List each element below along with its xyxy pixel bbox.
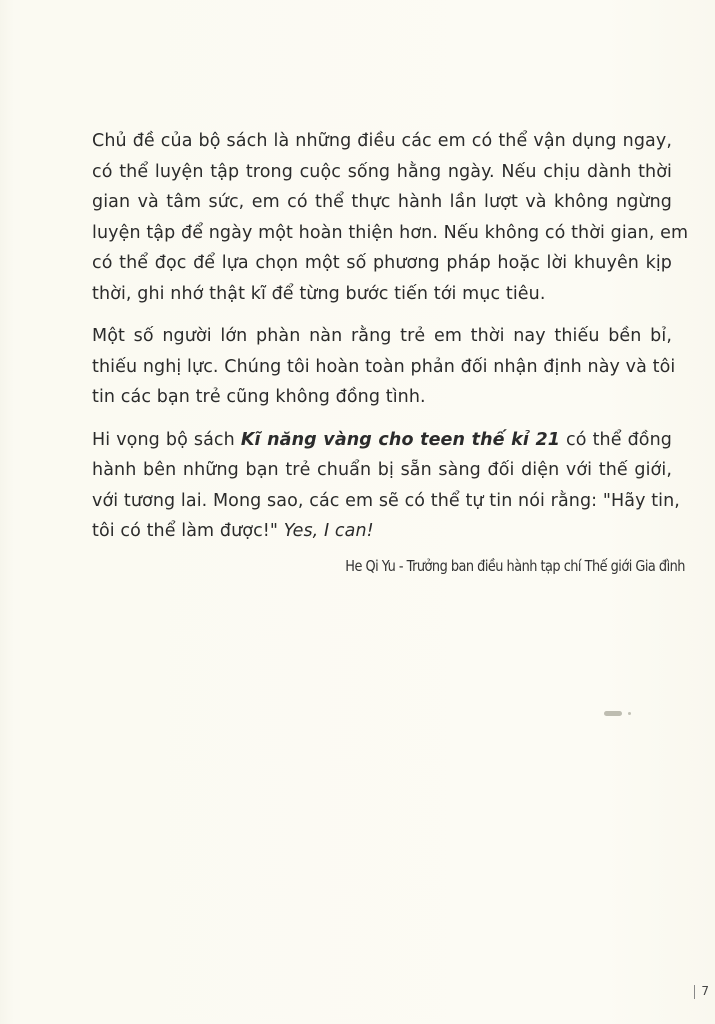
text-line xyxy=(82,425,672,456)
text-fragment: có thể đồng xyxy=(560,429,672,450)
ink-dot xyxy=(628,712,631,715)
text-line: thời, ghi nhớ thật kĩ để từng bước tiến tới mục tiêu. xyxy=(92,283,546,304)
text-line: Chủ đề của bộ sách là những điều các em có thể vận dụng ngay, xyxy=(92,131,672,151)
text-line: thiếu nghị lực. Chúng tôi hoàn toàn phản đối nhận định này và tôi xyxy=(92,356,676,377)
paragraph-1 xyxy=(82,126,689,309)
text-line xyxy=(82,516,672,547)
text-fragment: Hi vọng bộ sách xyxy=(92,429,241,450)
text-line: có thể đọc để lựa chọn một số phương pháp hoặc lời khuyên kịp xyxy=(92,253,672,273)
paragraph-2 xyxy=(82,321,676,413)
page-number-divider xyxy=(694,985,695,999)
book-title: Kĩ năng vàng cho teen thế kỉ 21 xyxy=(240,429,561,450)
paragraph-3 xyxy=(82,425,680,547)
author-signature: He Qi Yu - Trưởng ban điều hành tạp chí Thế giới Gia đình xyxy=(345,557,685,575)
text-line: luyện tập để ngày một hoàn thiện hơn. Nếu không có thời gian, em xyxy=(92,222,689,243)
italic-phrase: Yes, I can! xyxy=(283,521,374,541)
text-line: hành bên những bạn trẻ chuẩn bị sẵn sàng đối diện với thế giới, xyxy=(92,460,672,480)
text-line: gian và tâm sức, em có thể thực hành lần lượt và không ngừng xyxy=(92,192,672,212)
text-fragment: tôi có thể làm được!" xyxy=(92,521,284,541)
text-line: với tương lai. Mong sao, các em sẽ có thể tự tin nói rằng: "Hãy tin, xyxy=(92,490,680,511)
page-number: 7 xyxy=(701,984,709,998)
text-line: Một số người lớn phàn nàn rằng trẻ em thời nay thiếu bền bỉ, xyxy=(92,326,672,346)
ink-smudge xyxy=(604,711,622,716)
body-text xyxy=(82,126,689,559)
text-line: có thể luyện tập trong cuộc sống hằng ngày. Nếu chịu dành thời xyxy=(92,161,672,182)
text-line: tin các bạn trẻ cũng không đồng tình. xyxy=(92,387,426,407)
